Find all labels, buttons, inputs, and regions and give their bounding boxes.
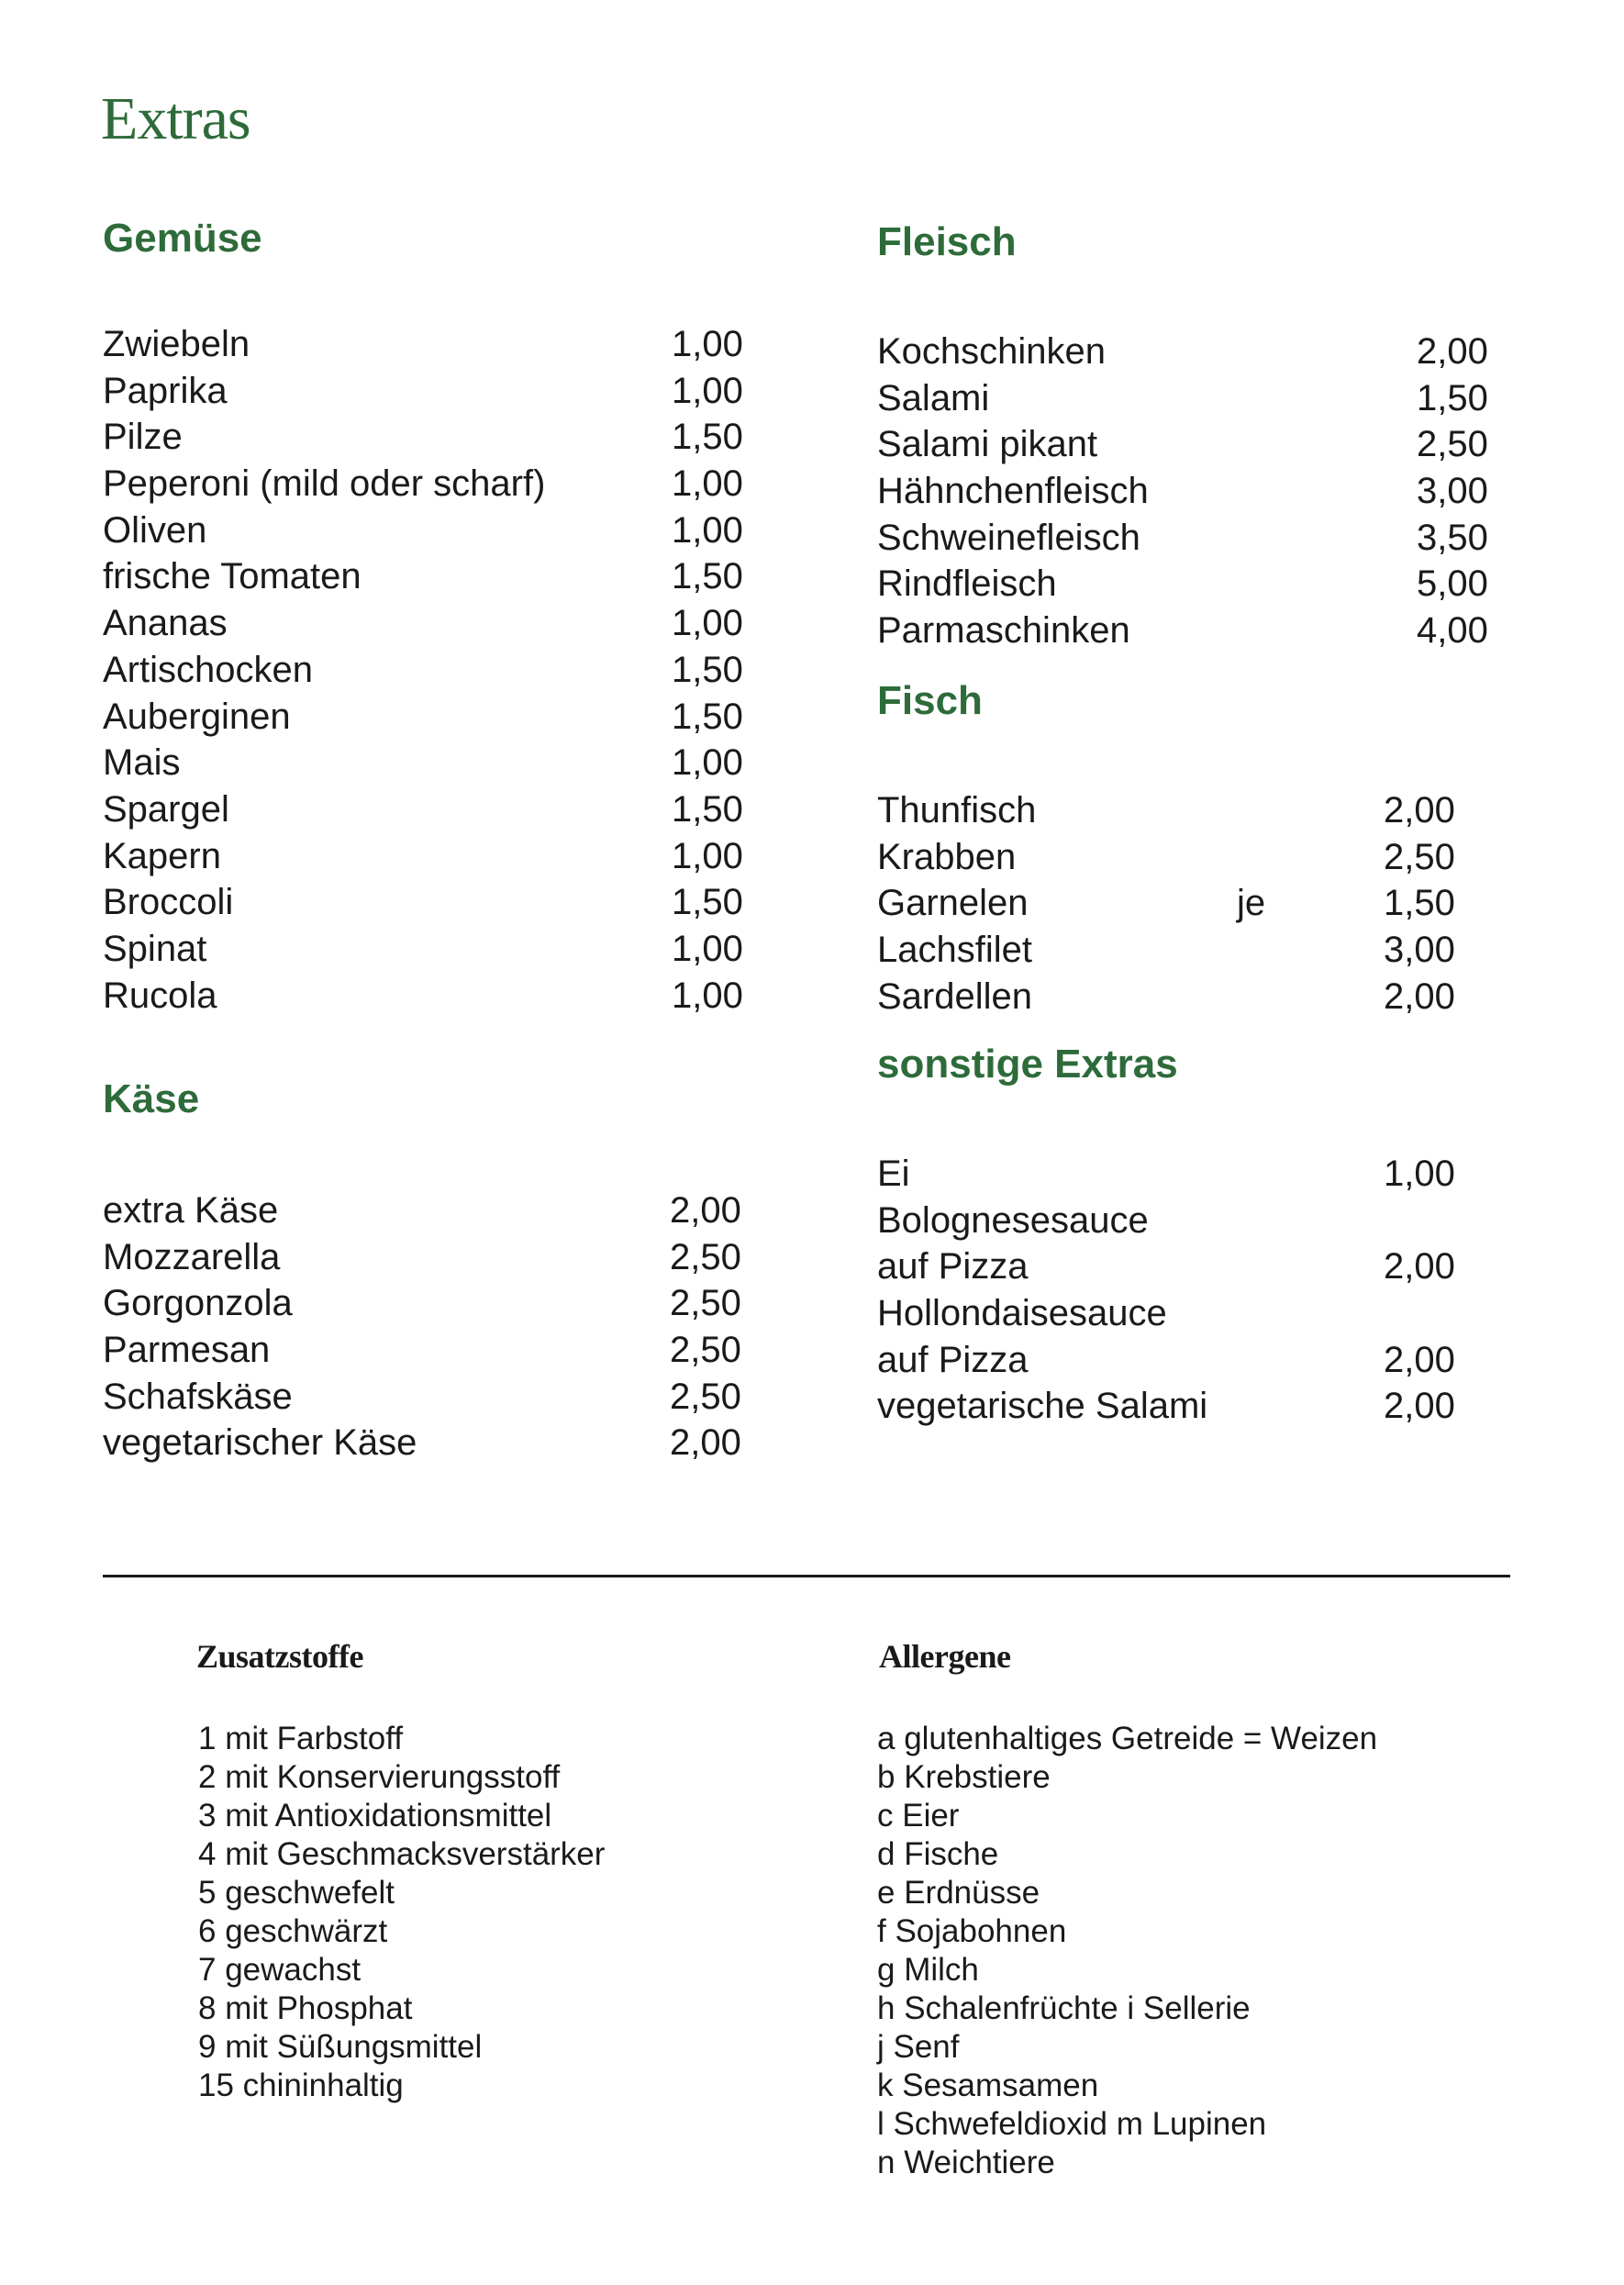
menu-item-row	[103, 740, 763, 786]
item-name: Garnelen	[877, 883, 1029, 924]
item-name: vegetarischer Käse	[103, 1422, 417, 1464]
item-price: 2,00	[1384, 1339, 1455, 1380]
section-heading-gemuese: Gemüse	[103, 216, 262, 261]
item-price: 2,00	[1384, 790, 1455, 830]
allergene-entry: j Senf	[877, 2029, 960, 2065]
allergene-entry: f Sojabohnen	[877, 1913, 1067, 1949]
item-price: 1,50	[672, 882, 743, 923]
item-name: Paprika	[103, 370, 228, 411]
menu-item-row	[877, 1198, 1538, 1244]
item-name: Oliven	[103, 509, 207, 551]
menu-item-row	[877, 421, 1538, 468]
item-price: 3,00	[1384, 930, 1455, 971]
item-price: 1,00	[672, 509, 743, 551]
item-name: Salami pikant	[877, 424, 1098, 465]
item-name: Schweinefleisch	[877, 517, 1140, 558]
item-list-fisch	[877, 787, 1538, 1020]
menu-item-row	[103, 600, 763, 647]
item-price: 1,50	[672, 788, 743, 830]
item-price: 2,50	[670, 1330, 741, 1371]
item-price: 2,00	[670, 1190, 741, 1231]
section-heading-kaese: Käse	[103, 1076, 200, 1121]
item-name: Ei	[877, 1154, 910, 1194]
page-title: Extras	[101, 85, 250, 152]
item-name: vegetarische Salami	[877, 1386, 1208, 1427]
item-price: 2,50	[670, 1283, 741, 1324]
item-name: Sardellen	[877, 975, 1033, 1017]
menu-item-row	[103, 1327, 763, 1374]
item-name: Spinat	[103, 928, 207, 969]
zusatzstoffe-entry: 1 mit Farbstoff	[198, 1721, 404, 1756]
menu-item-row	[103, 786, 763, 833]
menu-item-row	[877, 1243, 1538, 1290]
item-price: 2,00	[1417, 331, 1488, 372]
item-list-sonstige-extras	[877, 1151, 1538, 1430]
menu-item-row	[877, 468, 1538, 515]
allergene-entry: a glutenhaltiges Getreide = Weizen	[877, 1721, 1378, 1756]
zusatzstoffe-heading: Zusatzstoffe	[196, 1638, 363, 1675]
item-name: Hollondaisesauce	[877, 1293, 1167, 1334]
item-price: 2,50	[670, 1376, 741, 1417]
item-price: 1,00	[672, 324, 743, 364]
section-fisch	[877, 678, 1538, 1020]
zusatzstoffe-entry: 6 geschwärzt	[198, 1913, 388, 1949]
item-note: je	[1237, 883, 1266, 924]
item-price: 2,00	[1384, 1386, 1455, 1427]
allergene-entry: k Sesamsamen	[877, 2068, 1099, 2103]
item-name: Kochschinken	[877, 331, 1107, 372]
menu-item-row	[103, 321, 763, 368]
menu-item-row	[877, 974, 1538, 1020]
zusatzstoffe-entry: 5 geschwefelt	[198, 1875, 395, 1911]
item-list-gemuese	[103, 321, 763, 1019]
allergene-entry: c Eier	[877, 1798, 960, 1834]
item-price: 2,00	[1384, 975, 1455, 1017]
allergene-heading: Allergene	[879, 1638, 1011, 1675]
menu-item-row	[103, 1280, 763, 1327]
menu-item-row	[103, 414, 763, 461]
item-name: Gorgonzola	[103, 1283, 293, 1324]
menu-item-row	[877, 561, 1538, 607]
menu-item-row	[103, 833, 763, 880]
menu-item-row	[877, 515, 1538, 562]
item-price: 1,50	[672, 417, 743, 458]
item-price: 1,00	[672, 370, 743, 411]
menu-item-row	[103, 973, 763, 1020]
item-price: 5,00	[1417, 563, 1488, 605]
item-list-kaese	[103, 1187, 763, 1466]
item-name: Spargel	[103, 788, 229, 830]
item-name: Lachsfilet	[877, 930, 1032, 971]
item-price: 1,00	[672, 975, 743, 1016]
item-name: frische Tomaten	[103, 556, 362, 597]
zusatzstoffe-entry: 2 mit Konservierungsstoff	[198, 1759, 561, 1795]
menu-item-row	[877, 1290, 1538, 1337]
item-price: 2,00	[670, 1422, 741, 1464]
item-name: Salami	[877, 377, 990, 418]
menu-item-row	[103, 1187, 763, 1234]
menu-item-row	[103, 879, 763, 926]
allergene-entry: e Erdnüsse	[877, 1875, 1040, 1911]
menu-item-row	[877, 927, 1538, 974]
allergene-entry: l Schwefeldioxid m Lupinen	[877, 2106, 1267, 2142]
item-name: Ananas	[103, 603, 228, 644]
item-name: extra Käse	[103, 1190, 279, 1231]
menu-item-row	[103, 461, 763, 507]
menu-item-row	[103, 647, 763, 694]
section-gemuese	[103, 218, 763, 1019]
zusatzstoffe-entry: 7 gewachst	[198, 1952, 362, 1988]
item-name: auf Pizza	[877, 1246, 1029, 1287]
zusatzstoffe-entry: 15 chininhaltig	[198, 2068, 404, 2103]
allergene-list	[877, 1720, 1377, 2182]
item-price: 1,00	[672, 603, 743, 644]
item-name: Broccoli	[103, 882, 234, 923]
item-name: Zwiebeln	[103, 324, 250, 364]
allergene-entry: n Weichtiere	[877, 2145, 1055, 2180]
menu-item-row	[103, 368, 763, 415]
item-name: Hähnchenfleisch	[877, 471, 1149, 512]
section-heading-sonstige-extras: sonstige Extras	[877, 1042, 1178, 1087]
section-sonstige-extras	[877, 1044, 1538, 1430]
item-price: 1,50	[672, 649, 743, 690]
item-price: 2,50	[1384, 836, 1455, 877]
allergene-entry: h Schalenfrüchte i Sellerie	[877, 1990, 1251, 2026]
item-name: Peperoni (mild oder scharf)	[103, 463, 546, 505]
item-name: Thunfisch	[877, 790, 1037, 830]
item-price: 1,50	[1417, 377, 1488, 418]
item-price: 1,00	[672, 928, 743, 969]
item-price: 1,50	[672, 696, 743, 737]
item-price: 4,00	[1417, 610, 1488, 652]
item-price: 2,50	[1417, 424, 1488, 465]
menu-item-row	[877, 880, 1538, 927]
menu-item-row	[877, 834, 1538, 881]
item-name: Parmesan	[103, 1330, 271, 1371]
menu-item-row	[103, 1374, 763, 1421]
item-name: Auberginen	[103, 696, 291, 737]
item-list-fleisch	[877, 329, 1538, 654]
section-kaese	[103, 1076, 763, 1466]
item-price: 1,00	[672, 742, 743, 784]
menu-item-row	[103, 507, 763, 554]
item-name: Bolognesesauce	[877, 1199, 1149, 1241]
item-name: Pilze	[103, 417, 183, 458]
item-name: Schafskäse	[103, 1376, 293, 1417]
allergene-entry: d Fische	[877, 1836, 999, 1872]
menu-item-row	[877, 1383, 1538, 1430]
item-price: 1,00	[1384, 1154, 1455, 1194]
menu-item-row	[877, 375, 1538, 422]
section-fleisch	[877, 219, 1538, 654]
section-heading-fleisch: Fleisch	[877, 219, 1017, 264]
zusatzstoffe-entry: 3 mit Antioxidationsmittel	[198, 1798, 552, 1834]
item-price: 1,50	[1384, 883, 1455, 924]
item-name: auf Pizza	[877, 1339, 1029, 1380]
item-name: Rindfleisch	[877, 563, 1057, 605]
item-price: 1,50	[672, 556, 743, 597]
item-price: 2,00	[1384, 1246, 1455, 1287]
item-name: Mozzarella	[103, 1236, 281, 1277]
menu-item-row	[103, 553, 763, 600]
item-price: 3,50	[1417, 517, 1488, 558]
item-name: Kapern	[103, 835, 221, 876]
zusatzstoffe-entry: 8 mit Phosphat	[198, 1990, 413, 2026]
menu-item-row	[877, 607, 1538, 654]
section-heading-fisch: Fisch	[877, 678, 983, 723]
item-name: Krabben	[877, 836, 1017, 877]
section-divider	[103, 1575, 1510, 1577]
menu-item-row	[877, 329, 1538, 375]
menu-item-row	[877, 1151, 1538, 1198]
menu-item-row	[103, 694, 763, 741]
allergene-entry: b Krebstiere	[877, 1759, 1051, 1795]
menu-item-row	[877, 1337, 1538, 1384]
menu-item-row	[877, 787, 1538, 834]
item-price: 3,00	[1417, 471, 1488, 512]
menu-item-row	[103, 1420, 763, 1466]
item-name: Parmaschinken	[877, 610, 1130, 652]
item-price: 1,00	[672, 835, 743, 876]
item-name: Artischocken	[103, 649, 313, 690]
menu-item-row	[103, 926, 763, 973]
zusatzstoffe-entry: 9 mit Süßungsmittel	[198, 2029, 483, 2065]
menu-item-row	[103, 1234, 763, 1281]
item-price: 1,00	[672, 463, 743, 505]
item-name: Rucola	[103, 975, 217, 1016]
zusatzstoffe-list	[198, 1720, 605, 2105]
item-name: Mais	[103, 742, 181, 784]
item-price: 2,50	[670, 1236, 741, 1277]
allergene-entry: g Milch	[877, 1952, 979, 1988]
zusatzstoffe-entry: 4 mit Geschmacksverstärker	[198, 1836, 606, 1872]
